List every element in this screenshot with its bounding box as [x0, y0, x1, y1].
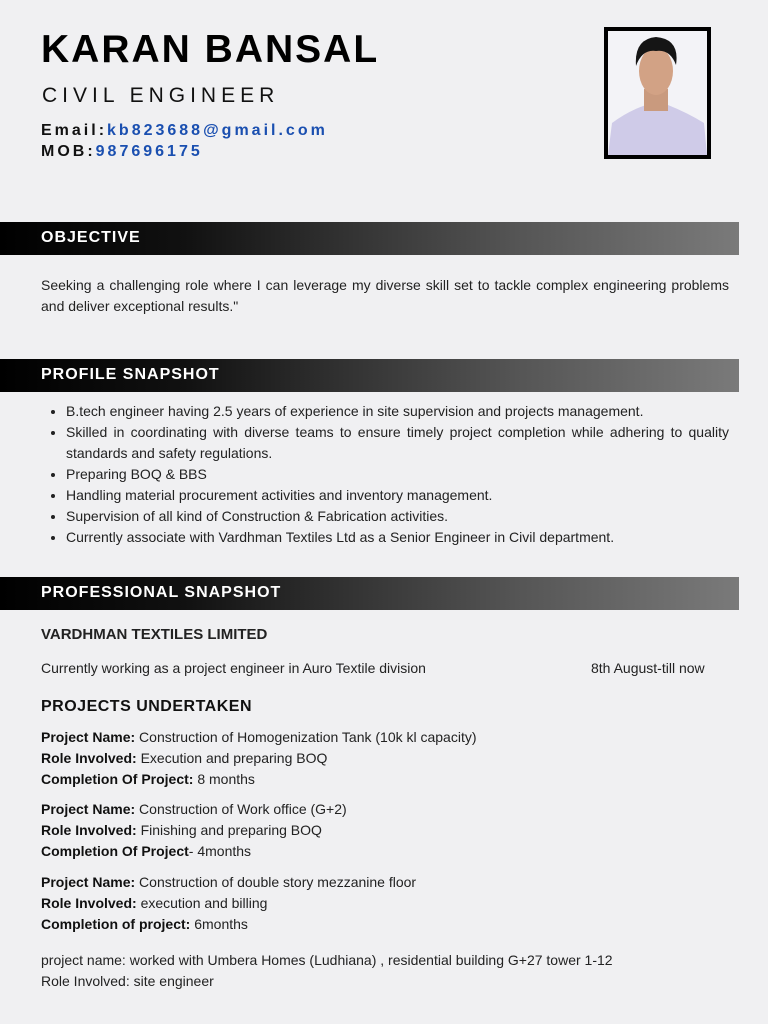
extra-project: project name: worked with Umbera Homes (Ludhiana) , residential building G+27 tower 1-12 [41, 952, 613, 968]
phone-line [41, 143, 203, 161]
label: Completion Of Project: [41, 771, 194, 787]
profile-heading: PROFILE SNAPSHOT [0, 359, 739, 392]
value: - 4months [188, 843, 252, 859]
extra-role: Role Involved: site engineer [41, 973, 214, 989]
value: Construction of double story mezzanine floor [135, 874, 417, 890]
label: Completion Of Project [41, 843, 189, 859]
value: Finishing and preparing BOQ [136, 822, 322, 838]
list-item: • Handling material procurement activities and inventory management. [66, 485, 729, 506]
phone-number: 987696175 [95, 143, 203, 160]
phone-label: MOB: [41, 143, 96, 160]
label: Project Name: [41, 801, 136, 817]
person-photo-icon [608, 31, 707, 155]
label: Role Involved: [41, 822, 137, 838]
label: Project Name: [41, 874, 136, 890]
email-label: Email: [41, 122, 108, 139]
label: Role Involved: [41, 895, 137, 911]
label: Role Involved: [41, 750, 137, 766]
objective-text: Seeking a challenging role where I can leverage my diverse skill set to tackle complex engineering problems and deliver exceptional results." [41, 277, 729, 314]
company-name: VARDHMAN TEXTILES LIMITED [41, 626, 268, 643]
list-item: • B.tech engineer having 2.5 years of experience in site supervision and projects management. [66, 401, 729, 422]
label: Completion of project: [41, 916, 191, 932]
email-link[interactable]: kb823688@gmail.com [107, 122, 328, 139]
label: Project Name: [41, 729, 136, 745]
profile-photo [604, 27, 711, 159]
professional-heading: PROFESSIONAL SNAPSHOT [0, 577, 739, 610]
value: Execution and preparing BOQ [136, 750, 328, 766]
projects-heading: PROJECTS UNDERTAKEN [41, 698, 252, 715]
project-entry [41, 727, 477, 790]
objective-heading: OBJECTIVE [0, 222, 739, 255]
current-role: Currently working as a project engineer in Auro Textile division [41, 660, 426, 676]
job-title: CIVIL ENGINEER [42, 84, 280, 107]
list-item: • Preparing BOQ & BBS [66, 464, 729, 485]
value: 8 months [193, 771, 255, 787]
employment-period: 8th August-till now [591, 660, 705, 676]
value: 6months [190, 916, 248, 932]
profile-list [41, 401, 729, 548]
list-item: • Skilled in coordinating with diverse teams to ensure timely project completion while adhering to quality standards and safety regulations. [66, 422, 729, 464]
value: execution and billing [136, 895, 268, 911]
list-item: • Supervision of all kind of Construction & Fabrication activities. [66, 506, 729, 527]
value: Construction of Work office (G+2) [135, 801, 347, 817]
project-entry [41, 872, 416, 935]
value: Construction of Homogenization Tank (10k kl capacity) [135, 729, 477, 745]
project-entry [41, 799, 347, 862]
email-line [41, 122, 328, 140]
list-item: • Currently associate with Vardhman Textiles Ltd as a Senior Engineer in Civil department. [66, 527, 729, 548]
candidate-name: KARAN BANSAL [41, 28, 380, 71]
